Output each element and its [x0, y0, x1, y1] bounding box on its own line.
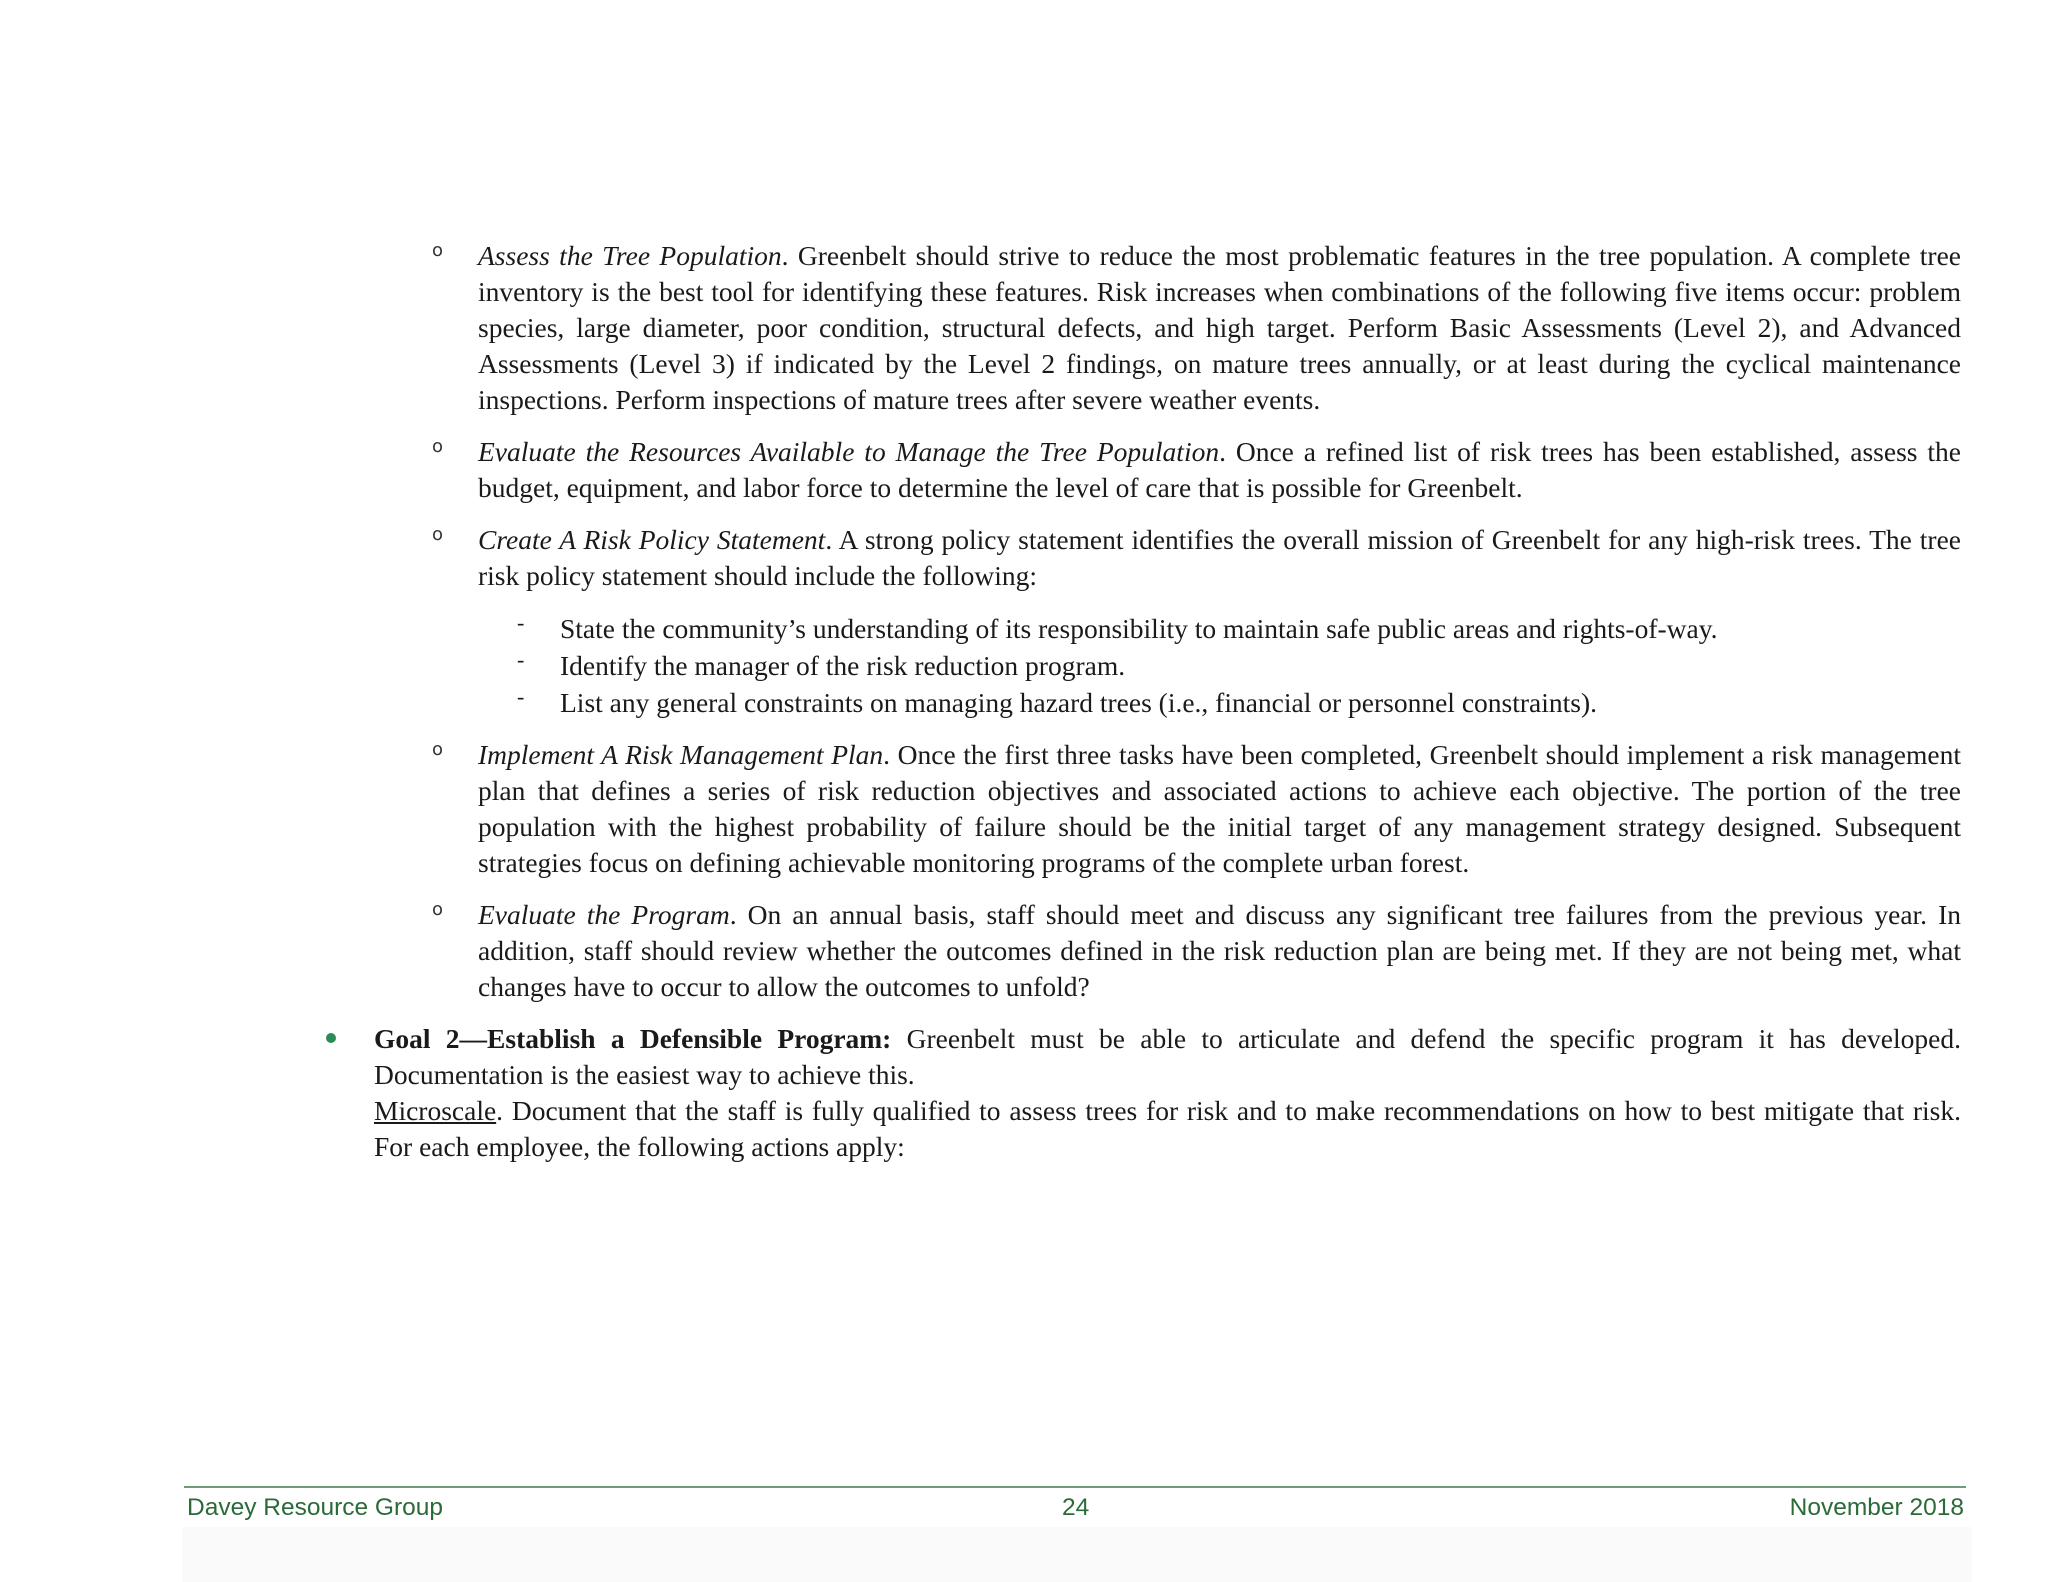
hollow-bullet-icon: o [432, 436, 444, 457]
risk-task-list [321, 238, 1961, 1005]
item-title: Implement A Risk Management Plan [478, 739, 884, 770]
green-bullet-icon [326, 1033, 336, 1043]
page-body [321, 238, 1961, 1165]
footer-divider [184, 1486, 1966, 1488]
item-title: Evaluate the Resources Available to Manage the Tree Population [478, 436, 1220, 467]
list-item [321, 897, 1961, 1005]
goal-2-section [321, 1021, 1961, 1165]
item-title: Evaluate the Program [478, 899, 730, 930]
dash-item-text: Identify the manager of the risk reduction program. [560, 650, 1126, 681]
list-item [321, 737, 1961, 881]
goal-title: Goal 2—Establish a Defensible Program: [374, 1023, 892, 1054]
list-item [321, 434, 1961, 506]
microscale-text: . Document that the staff is fully qualified to assess trees for risk and to make recommendations on how to best mitigate that risk. For each employee, the following actions apply: [374, 1095, 1961, 1162]
dash-bullet-icon: - [517, 610, 525, 635]
item-text: . A strong policy statement identifies the overall mission of Greenbelt for any high-risk trees. The tree risk policy statement should include the following: [478, 524, 1961, 591]
dash-item-text: List any general constraints on managing hazard trees (i.e., financial or personnel constraints). [560, 687, 1597, 718]
hollow-bullet-icon: o [432, 739, 444, 760]
goal-text: Greenbelt must be able to articulate and defend the specific program it has developed. Documentation is the easiest way to achieve this. [374, 1023, 1961, 1090]
dash-list-item [478, 610, 1961, 647]
policy-statement-list [478, 610, 1961, 721]
item-text: . Greenbelt should strive to reduce the most problematic features in the tree population. A complete tree inventory is the best tool for identifying these features. Risk increases when combinations of the following five items occur: problem species, large diameter, poor condition, structural defects, and high target. Perform Basic Assessments (Level 2), and Advanced Assessments (Level 3) if indicated by the Level 2 findings, on mature trees annually, or at least during the cyclical maintenance inspections. Perform inspections of mature trees after severe weather events. [478, 240, 1961, 415]
item-title: Assess the Tree Population [478, 240, 782, 271]
item-text: . Once the first three tasks have been completed, Greenbelt should implement a risk management plan that defines a series of risk reduction objectives and associated actions to achieve each objective. The portion of the tree population with the highest probability of failure should be the initial target of any management strategy designed. Subsequent strategies focus on defining achievable monitoring programs of the complete urban forest. [478, 739, 1961, 878]
item-title: Create A Risk Policy Statement [478, 524, 826, 555]
item-text: . On an annual basis, staff should meet and discuss any significant tree failures from the previous year. In addition, staff should review whether the outcomes defined in the risk reduction plan are being met. If they are not being met, what changes have to occur to allow the outcomes to unfold? [478, 899, 1961, 1002]
page-number: 24 [1062, 1494, 1090, 1521]
microscale-heading: Microscale [374, 1095, 497, 1126]
dash-item-text: State the community’s understanding of its responsibility to maintain safe public areas and rights-of-way. [560, 613, 1718, 644]
dash-bullet-icon: - [517, 684, 525, 709]
footer-company: Davey Resource Group [187, 1494, 444, 1521]
dash-list-item [478, 684, 1961, 721]
item-text: . Once a refined list of risk trees has been established, assess the budget, equipment, and labor force to determine the level of care that is possible for Greenbelt. [478, 436, 1961, 503]
dash-bullet-icon: - [517, 647, 525, 672]
list-item [321, 238, 1961, 418]
footer-date: November 2018 [1789, 1494, 1964, 1521]
hollow-bullet-icon: o [432, 899, 444, 920]
dash-list-item [478, 647, 1961, 684]
hollow-bullet-icon: o [432, 240, 444, 261]
hollow-bullet-icon: o [432, 524, 444, 545]
list-item [321, 522, 1961, 721]
footer-band [182, 1527, 1972, 1582]
